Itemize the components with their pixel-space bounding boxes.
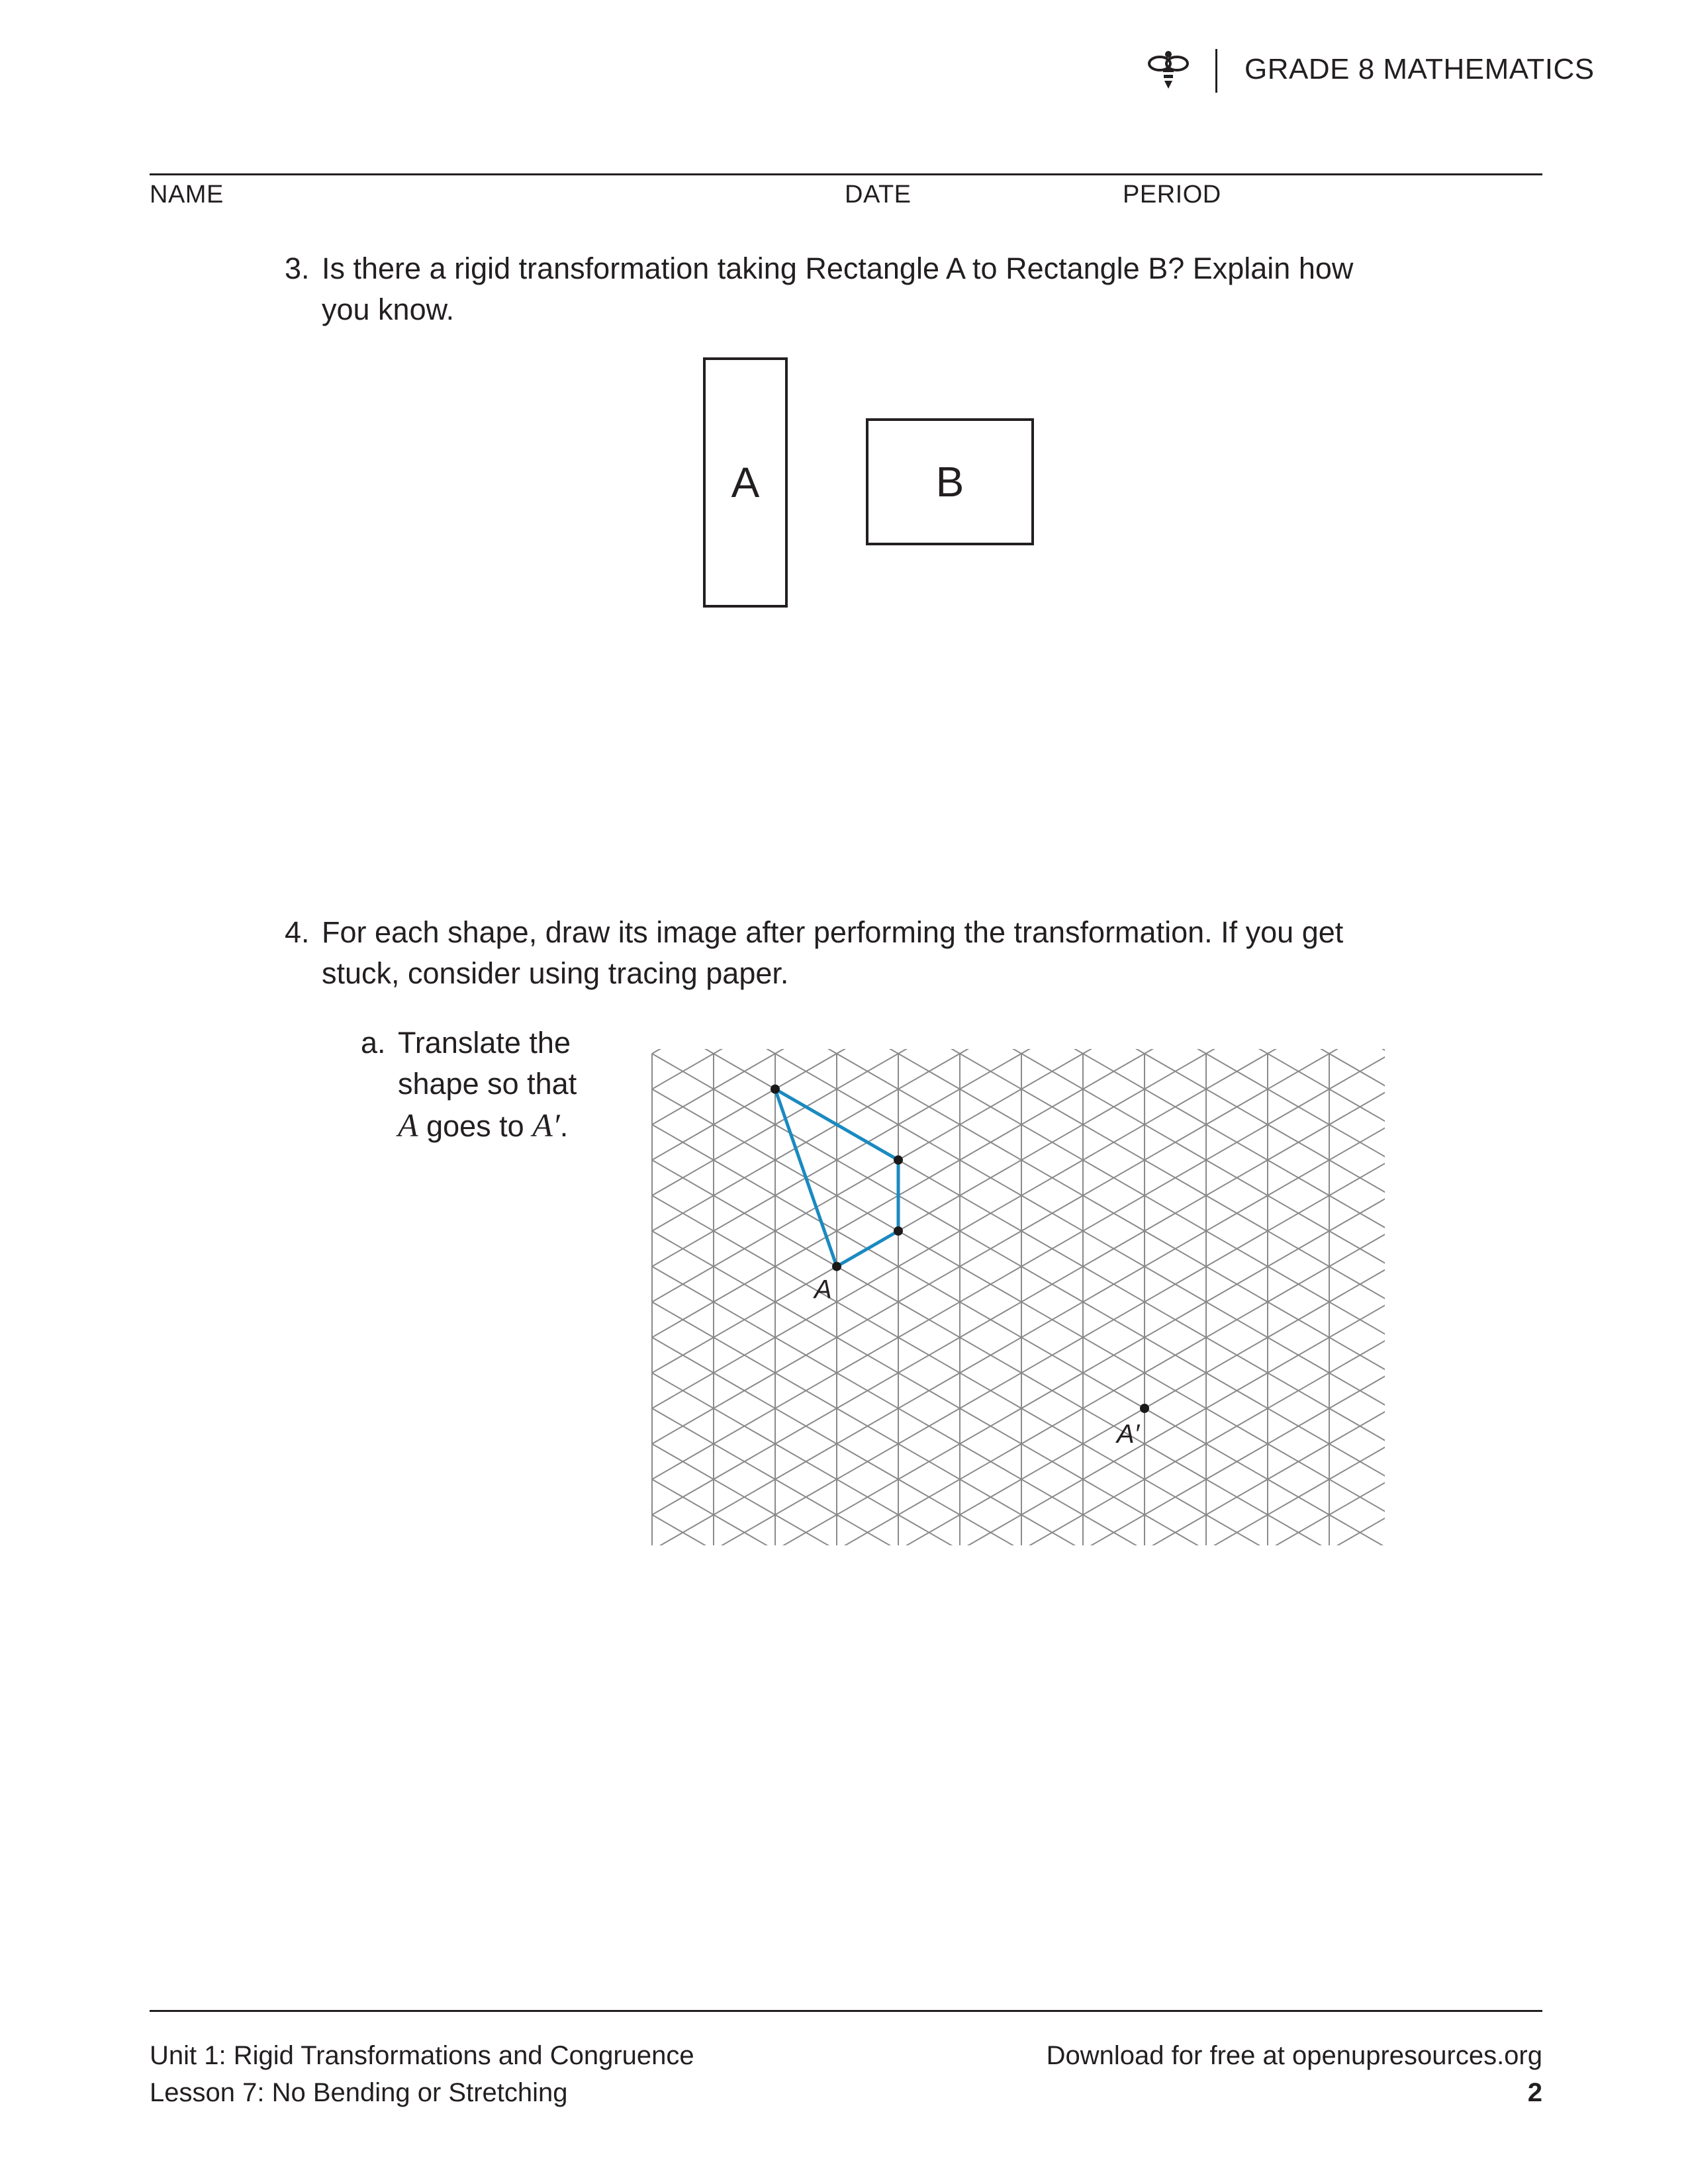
variable-a-prime: A′ [532,1107,560,1144]
rectangle-b [866,418,1034,545]
question-number: 4. [285,915,310,949]
question-text: For each shape, draw its image after performing the transformation. If you get stuck, consider using tracing paper. [322,915,1344,990]
name-line [150,173,1542,175]
question-text: Is there a rigid transformation taking Rectangle A to Rectangle B? Explain how you know. [322,251,1354,326]
question-3 [285,248,1377,334]
variable-a: A [398,1107,418,1144]
rectangle-a [703,357,788,608]
part-text-intro: Translate the shape so that [398,1026,577,1101]
part-text-middle: goes to [426,1109,524,1143]
vertex-point [894,1156,903,1165]
point-a-prime [1140,1404,1149,1413]
point-a-label: A [814,1275,832,1304]
vertex-point [771,1085,780,1094]
grid-lines [652,1049,1391,1552]
question-4a [361,1023,639,1155]
part-letter: a. [361,1026,386,1060]
bee-icon [1145,49,1192,91]
date-label: DATE [845,181,912,208]
isometric-grid [645,1049,1393,1552]
footer-rule [150,2010,1542,2012]
rectangle-b-label: B [935,458,964,506]
rectangle-a-label: A [731,459,760,506]
lesson-title: Lesson 7: No Bending or Stretching [150,2078,568,2107]
part-text-end: . [559,1109,569,1143]
grid-line [652,1550,1391,1552]
point-a-prime-label: A′ [1117,1420,1140,1449]
header-separator [1215,49,1217,93]
unit-title: Unit 1: Rigid Transformations and Congruence [150,2041,694,2070]
page-number: 2 [1527,2078,1542,2107]
question-4 [285,912,1397,998]
period-label: PERIOD [1123,181,1221,208]
grid-line [652,1550,1391,1552]
point-a [832,1262,841,1271]
question-number: 3. [285,251,310,285]
name-label: NAME [150,181,224,208]
course-title: GRADE 8 MATHEMATICS [1244,53,1595,85]
vertex-point [894,1226,903,1236]
download-link[interactable]: Download for free at openupresources.org [1046,2041,1542,2070]
part-text [398,1023,596,1147]
